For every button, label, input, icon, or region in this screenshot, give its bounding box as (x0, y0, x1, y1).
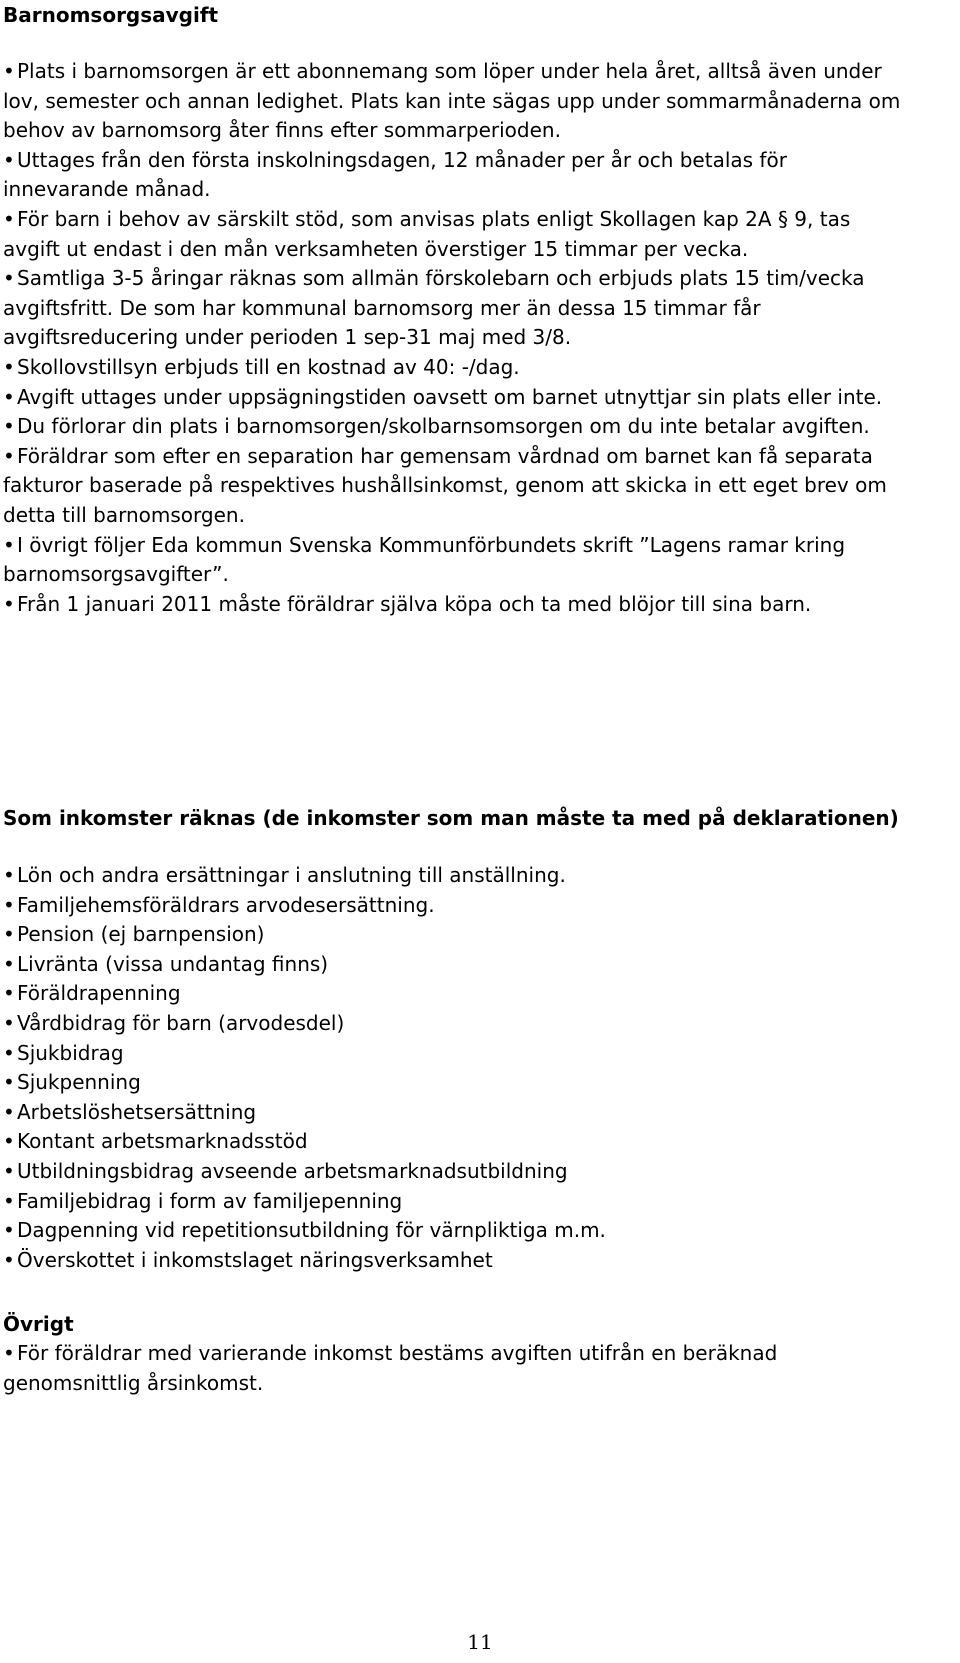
list-item (3, 205, 903, 264)
list-item (3, 920, 903, 950)
list-item-text: Uttages från den första inskolningsdagen, 12 månader per år och betalas för innevarande månad. (3, 147, 787, 202)
list-item-text: Livränta (vissa undantag finns) (17, 951, 329, 976)
bullet-icon: • (3, 266, 15, 291)
bullet-icon: • (3, 443, 15, 468)
list-item-text: Skollovstillsyn erbjuds till en kostnad av 40: -/dag. (17, 354, 520, 379)
list-item (3, 531, 903, 590)
list-item (3, 383, 903, 413)
list-item (3, 1039, 903, 1069)
list-item (3, 861, 903, 891)
bullet-icon: • (3, 354, 15, 379)
fee-rules-list (0, 57, 903, 619)
bullet-icon: • (3, 414, 15, 439)
list-item-text: Du förlorar din plats i barnomsorgen/skolbarnsomsorgen om du inte betalar avgiften. (17, 414, 870, 439)
list-item-text: Sjukbidrag (17, 1040, 124, 1065)
list-item-text: Överskottet i inkomstslaget näringsverksamhet (17, 1247, 493, 1272)
list-item-text: Pension (ej barnpension) (17, 922, 265, 947)
bullet-icon: • (3, 863, 15, 887)
page-number: 11 (467, 1630, 493, 1654)
list-item-text: Från 1 januari 2011 måste föräldrar själva köpa och ta med blöjor till sina barn. (17, 591, 812, 616)
list-item-text: Sjukpenning (17, 1070, 141, 1095)
list-item-text: Plats i barnomsorgen är ett abonnemang som löper under hela året, alltså även under lov, semester och annan ledighet. Plats kan inte sägas upp under sommarmånaderna om behov av barnomsorg åter finns efter sommarperioden. (3, 59, 901, 143)
list-item (3, 1339, 903, 1398)
list-item (3, 146, 903, 205)
list-item (3, 590, 903, 620)
bullet-icon: • (3, 1218, 15, 1243)
bullet-icon: • (3, 591, 15, 616)
list-item (3, 1187, 903, 1217)
list-item (3, 979, 903, 1009)
list-item-text: Föräldrar som efter en separation har gemensam vårdnad om barnet kan få separata fakturor baserade på respektives hushållsinkomst, genom att skicka in ett eget brev om detta till barnomsorgen. (3, 443, 887, 527)
list-item (3, 412, 903, 442)
list-item (3, 57, 903, 146)
bullet-icon: • (3, 1129, 15, 1154)
other-list (0, 1339, 903, 1398)
list-item-text: Arbetslöshetsersättning (17, 1099, 257, 1124)
bullet-icon: • (3, 981, 15, 1006)
list-item-text: För föräldrar med varierande inkomst bestäms avgiften utifrån en beräknad genomsnittlig årsinkomst. (3, 1341, 778, 1395)
list-item-text: Familjebidrag i form av familjepenning (17, 1188, 403, 1213)
list-item (3, 264, 903, 353)
bullet-icon: • (3, 147, 15, 172)
bullet-icon: • (3, 1247, 15, 1272)
list-item (3, 1009, 903, 1039)
list-item-text: Avgift uttages under uppsägningstiden oavsett om barnet utnyttjar sin plats eller inte. (17, 384, 883, 409)
bullet-icon: • (3, 951, 15, 976)
bullet-icon: • (3, 384, 15, 409)
section-heading-ovrigt: Övrigt (3, 1312, 74, 1336)
list-item-text: Familjehemsföräldrars arvodesersättning. (17, 892, 435, 917)
bullet-icon: • (3, 532, 15, 557)
list-item-text: Kontant arbetsmarknadsstöd (17, 1129, 308, 1154)
list-item (3, 442, 903, 531)
bullet-icon: • (3, 1099, 15, 1124)
list-item (3, 891, 903, 921)
list-item (3, 1127, 903, 1157)
bullet-icon: • (3, 1070, 15, 1095)
list-item (3, 1216, 903, 1246)
list-item (3, 353, 903, 383)
list-item-text: Vårdbidrag för barn (arvodesdel) (17, 1010, 345, 1035)
list-item-text: För barn i behov av särskilt stöd, som anvisas plats enligt Skollagen kap 2A § 9, tas avgift ut endast i den mån verksamheten överstiger 15 timmar per vecka. (3, 206, 851, 261)
bullet-icon: • (3, 1341, 15, 1365)
section-heading-barnomsorgsavgift: Barnomsorgsavgift (3, 3, 219, 27)
bullet-icon: • (3, 1010, 15, 1035)
bullet-icon: • (3, 892, 15, 917)
list-item-text: Föräldrapenning (17, 981, 181, 1006)
list-item (3, 1068, 903, 1098)
bullet-icon: • (3, 1040, 15, 1065)
list-item-text: Lön och andra ersättningar i anslutning till anställning. (17, 863, 566, 887)
income-list (0, 861, 903, 1275)
bullet-icon: • (3, 1188, 15, 1213)
section-heading-income: Som inkomster räknas (de inkomster som man måste ta med på deklarationen) (3, 806, 899, 830)
list-item (3, 950, 903, 980)
list-item-text: Dagpenning vid repetitionsutbildning för värnpliktiga m.m. (17, 1218, 606, 1243)
bullet-icon: • (3, 206, 15, 231)
list-item (3, 1246, 903, 1276)
list-item-text: I övrigt följer Eda kommun Svenska Kommunförbundets skrift ”Lagens ramar kring barnomsorgsavgifter”. (3, 532, 846, 587)
list-item-text: Samtliga 3-5 åringar räknas som allmän förskolebarn och erbjuds plats 15 tim/vecka avgiftsfritt. De som har kommunal barnomsorg mer än dessa 15 timmar får avgiftsreducering under perioden 1 sep-31 maj med 3/8. (3, 266, 865, 350)
bullet-icon: • (3, 59, 15, 83)
list-item (3, 1157, 903, 1187)
list-item (3, 1098, 903, 1128)
bullet-icon: • (3, 922, 15, 947)
bullet-icon: • (3, 1158, 15, 1183)
list-item-text: Utbildningsbidrag avseende arbetsmarknadsutbildning (17, 1158, 568, 1183)
